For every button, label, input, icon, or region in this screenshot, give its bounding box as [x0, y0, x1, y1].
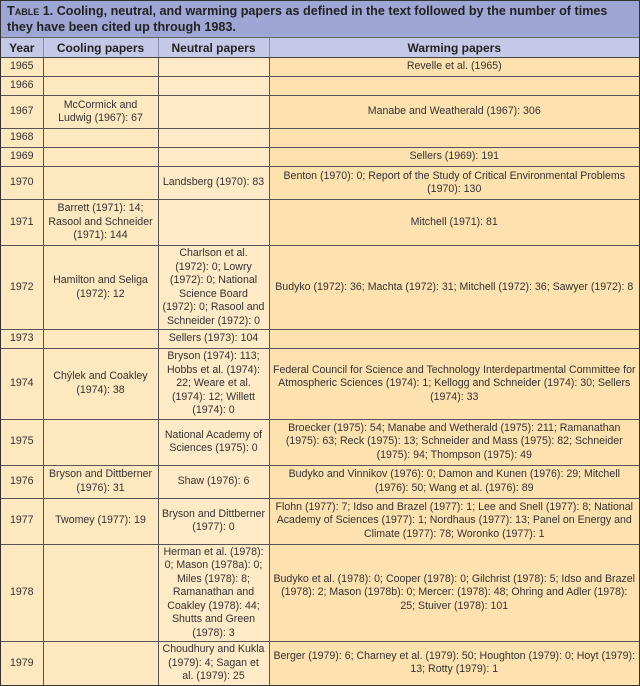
header-neutral: Neutral papers [158, 38, 269, 58]
cell-neutral: National Academy of Sciences (1975): 0 [158, 419, 269, 465]
cell-year: 1979 [1, 642, 43, 685]
table-row [1, 349, 639, 420]
cell-year: 1976 [1, 465, 43, 498]
cell-year: 1975 [1, 419, 43, 465]
cell-neutral [158, 77, 269, 96]
table-label: Table 1. [7, 4, 54, 18]
cell-cooling: Hamilton and Seliga (1972): 12 [43, 246, 158, 330]
cell-cooling: Bryson and Dittberner (1976): 31 [43, 465, 158, 498]
cell-year: 1974 [1, 349, 43, 420]
cell-cooling [43, 148, 158, 167]
cell-warming: Mitchell (1971): 81 [269, 200, 639, 246]
cell-year: 1970 [1, 167, 43, 200]
cell-warming: Broecker (1975): 54; Manabe and Wetherald (1975): 211; Ramanathan (1975): 63; Reck (1975): 13; Schneider and Mass (1975): 82; Schneider (1975): 94; Thompson (1975): 49 [269, 419, 639, 465]
cell-warming: Flohn (1977): 7; Idso and Brazel (1977): 1; Lee and Snell (1977): 8; National Academy of Sciences (1977): 1; Nordhaus (1977): 13; Panel on Energy and Climate (1977): 78; Woronko (1977): 1 [269, 498, 639, 544]
cell-neutral: Herman et al. (1978): 0; Mason (1978a): 0; Miles (1978): 8; Ramanathan and Coakley (1978): 44; Shutts and Green (1978): 3 [158, 544, 269, 642]
table-caption [1, 1, 639, 38]
cell-warming: Budyko et al. (1978): 0; Cooper (1978): 0; Gilchrist (1978): 5; Idso and Brazel (1978): 2; Mason (1978b): 0; Mercer: (1978): 48; Ohring and Adler (1978): 25; Stuiver (1978): 101 [269, 544, 639, 642]
cell-warming: Budyko (1972): 36; Machta (1972): 31; Mitchell (1972): 36; Sawyer (1972): 8 [269, 246, 639, 330]
cell-year: 1969 [1, 148, 43, 167]
cell-neutral [158, 96, 269, 129]
cell-cooling: Twomey (1977): 19 [43, 498, 158, 544]
cell-neutral [158, 129, 269, 148]
table-row [1, 96, 639, 129]
table-row [1, 200, 639, 246]
cell-cooling [43, 419, 158, 465]
cell-warming [269, 330, 639, 349]
cell-year: 1977 [1, 498, 43, 544]
table-row [1, 544, 639, 642]
table-row [1, 77, 639, 96]
cell-warming: Sellers (1969): 191 [269, 148, 639, 167]
cell-year: 1972 [1, 246, 43, 330]
cell-neutral: Shaw (1976): 6 [158, 465, 269, 498]
table-row [1, 465, 639, 498]
cell-cooling [43, 167, 158, 200]
table-row [1, 167, 639, 200]
citations-table [1, 38, 639, 685]
cell-cooling [43, 129, 158, 148]
cell-warming [269, 77, 639, 96]
cell-warming [269, 129, 639, 148]
cell-warming: Budyko and Vinnikov (1976): 0; Damon and Kunen (1976): 29; Mitchell (1976): 50; Wang et al. (1976): 89 [269, 465, 639, 498]
cell-cooling [43, 642, 158, 685]
table-row [1, 246, 639, 330]
cell-cooling: Barrett (1971): 14; Rasool and Schneider (1971): 144 [43, 200, 158, 246]
cell-neutral: Sellers (1973): 104 [158, 330, 269, 349]
cell-cooling [43, 330, 158, 349]
cell-neutral [158, 58, 269, 77]
cell-warming: Berger (1979): 6; Charney et al. (1979): 50; Houghton (1979): 0; Hoyt (1979): 13; Rotty (1979): 1 [269, 642, 639, 685]
cell-neutral: Bryson and Dittberner (1977): 0 [158, 498, 269, 544]
cell-year: 1968 [1, 129, 43, 148]
header-row [1, 38, 639, 58]
table-row [1, 498, 639, 544]
header-year: Year [1, 38, 43, 58]
table-row [1, 642, 639, 685]
cell-neutral [158, 148, 269, 167]
cell-year: 1978 [1, 544, 43, 642]
cell-year: 1973 [1, 330, 43, 349]
cell-year: 1971 [1, 200, 43, 246]
cell-warming: Benton (1970): 0; Report of the Study of Critical Environmental Problems (1970): 130 [269, 167, 639, 200]
table-row [1, 148, 639, 167]
cell-neutral [158, 200, 269, 246]
cell-cooling: Chýlek and Coakley (1974): 38 [43, 349, 158, 420]
cell-neutral: Bryson (1974): 113; Hobbs et al. (1974): 22; Weare et al. (1974): 12; Willett (1974): 0 [158, 349, 269, 420]
table-row [1, 330, 639, 349]
header-warming: Warming papers [269, 38, 639, 58]
cell-cooling [43, 544, 158, 642]
cell-neutral: Landsberg (1970): 83 [158, 167, 269, 200]
table-row [1, 419, 639, 465]
cell-warming: Federal Council for Science and Technology Interdepartmental Committee for Atmospheric Sciences (1974): 1; Kellogg and Schneider (1974): 30; Sellers (1974): 33 [269, 349, 639, 420]
cell-warming: Revelle et al. (1965) [269, 58, 639, 77]
cell-warming: Manabe and Weatherald (1967): 306 [269, 96, 639, 129]
cell-cooling [43, 58, 158, 77]
table-row [1, 129, 639, 148]
table-row [1, 58, 639, 77]
cell-cooling: McCormick and Ludwig (1967): 67 [43, 96, 158, 129]
cell-year: 1967 [1, 96, 43, 129]
cell-neutral: Charlson et al. (1972): 0; Lowry (1972): 0; National Science Board (1972): 0; Rasool and Schneider (1972): 0 [158, 246, 269, 330]
cell-year: 1965 [1, 58, 43, 77]
cell-neutral: Choudhury and Kukla (1979): 4; Sagan et al. (1979): 25 [158, 642, 269, 685]
cell-year: 1966 [1, 77, 43, 96]
cell-cooling [43, 77, 158, 96]
caption-text: Cooling, neutral, and warming papers as defined in the text followed by the number of times they have been cited up through 1983. [7, 4, 608, 34]
header-cooling: Cooling papers [43, 38, 158, 58]
